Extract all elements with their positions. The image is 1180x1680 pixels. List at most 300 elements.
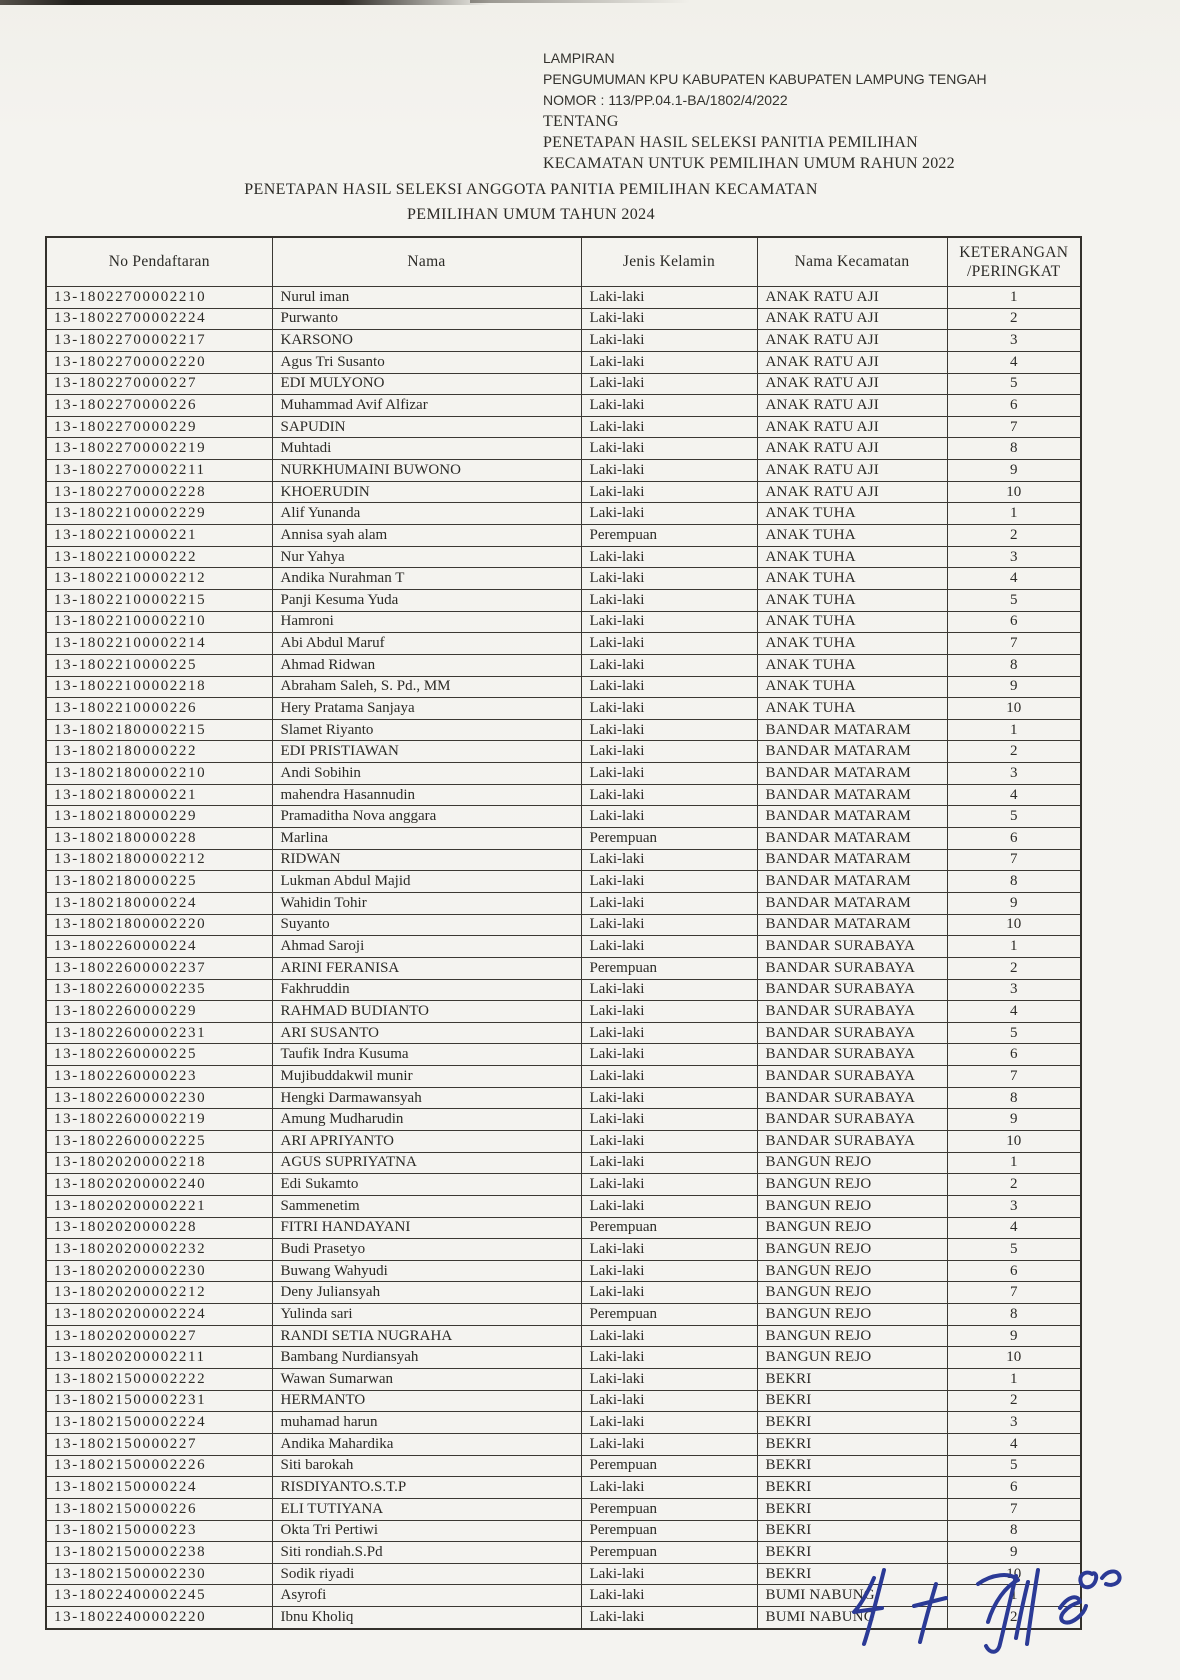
- rank-cell: 9: [947, 1325, 1081, 1347]
- rank-cell: 8: [947, 871, 1081, 893]
- registration-number-cell: 13-1802180000221: [46, 784, 272, 806]
- district-cell: BANDAR SURABAYA: [757, 1130, 947, 1152]
- registration-number-cell: 13-1802270000227: [46, 373, 272, 395]
- gender-cell: Laki-laki: [581, 871, 757, 893]
- table-row: [46, 957, 1081, 979]
- district-cell: BANDAR MATARAM: [757, 828, 947, 850]
- gender-cell: Perempuan: [581, 525, 757, 547]
- table-row: [46, 611, 1081, 633]
- table-row: [46, 741, 1081, 763]
- gender-cell: Laki-laki: [581, 654, 757, 676]
- gender-cell: Laki-laki: [581, 1282, 757, 1304]
- name-cell: AGUS SUPRIYATNA: [272, 1152, 581, 1174]
- name-cell: Buwang Wahyudi: [272, 1260, 581, 1282]
- registration-number-cell: 13-1802260000229: [46, 1001, 272, 1023]
- rank-cell: 6: [947, 1044, 1081, 1066]
- district-cell: BANGUN REJO: [757, 1347, 947, 1369]
- name-cell: Panji Kesuma Yuda: [272, 589, 581, 611]
- name-cell: Okta Tri Pertiwi: [272, 1520, 581, 1542]
- gender-cell: Laki-laki: [581, 1239, 757, 1261]
- name-cell: Abi Abdul Maruf: [272, 633, 581, 655]
- table-row: [46, 914, 1081, 936]
- registration-number-cell: 13-18022600002235: [46, 979, 272, 1001]
- rank-cell: 2: [947, 525, 1081, 547]
- registration-number-cell: 13-18021500002230: [46, 1563, 272, 1585]
- name-cell: Sodik riyadi: [272, 1563, 581, 1585]
- table-row: [46, 1412, 1081, 1434]
- name-cell: ELI TUTIYANA: [272, 1498, 581, 1520]
- name-cell: Sammenetim: [272, 1195, 581, 1217]
- name-cell: EDI MULYONO: [272, 373, 581, 395]
- page-title: [0, 177, 1062, 227]
- registration-number-cell: 13-1802270000229: [46, 416, 272, 438]
- rank-cell: 10: [947, 914, 1081, 936]
- table-row: [46, 806, 1081, 828]
- rank-cell: 1: [947, 1369, 1081, 1391]
- table-row: [46, 676, 1081, 698]
- rank-cell: 10: [947, 1563, 1081, 1585]
- gender-cell: Laki-laki: [581, 546, 757, 568]
- gender-cell: Laki-laki: [581, 1130, 757, 1152]
- registration-number-cell: 13-1802260000223: [46, 1066, 272, 1088]
- registration-number-cell: 13-18022700002210: [46, 287, 272, 309]
- table-row: [46, 828, 1081, 850]
- name-cell: RISDIYANTO.S.T.P: [272, 1477, 581, 1499]
- table-row: [46, 1477, 1081, 1499]
- rank-cell: 7: [947, 849, 1081, 871]
- district-cell: BEKRI: [757, 1542, 947, 1564]
- district-cell: BANGUN REJO: [757, 1325, 947, 1347]
- table-row: [46, 460, 1081, 482]
- gender-cell: Laki-laki: [581, 1347, 757, 1369]
- name-cell: Edi Sukamto: [272, 1174, 581, 1196]
- district-cell: BANDAR MATARAM: [757, 892, 947, 914]
- rank-cell: 4: [947, 1433, 1081, 1455]
- district-cell: ANAK RATU AJI: [757, 351, 947, 373]
- rank-cell: 3: [947, 330, 1081, 352]
- district-cell: BEKRI: [757, 1498, 947, 1520]
- district-cell: BANDAR MATARAM: [757, 719, 947, 741]
- gender-cell: Perempuan: [581, 1455, 757, 1477]
- district-cell: ANAK TUHA: [757, 503, 947, 525]
- registration-number-cell: 13-1802180000225: [46, 871, 272, 893]
- gender-cell: Laki-laki: [581, 568, 757, 590]
- gender-cell: Laki-laki: [581, 633, 757, 655]
- table-row: [46, 1433, 1081, 1455]
- name-cell: RAHMAD BUDIANTO: [272, 1001, 581, 1023]
- registration-number-cell: 13-18022100002229: [46, 503, 272, 525]
- gender-cell: Laki-laki: [581, 1412, 757, 1434]
- registration-number-cell: 13-18022700002217: [46, 330, 272, 352]
- district-cell: BANDAR SURABAYA: [757, 1044, 947, 1066]
- gender-cell: Perempuan: [581, 1304, 757, 1326]
- district-cell: ANAK RATU AJI: [757, 308, 947, 330]
- registration-number-cell: 13-18022100002215: [46, 589, 272, 611]
- page-title-line2: PEMILIHAN UMUM TAHUN 2024: [407, 206, 655, 223]
- district-cell: BEKRI: [757, 1520, 947, 1542]
- name-cell: Ahmad Ridwan: [272, 654, 581, 676]
- rank-cell: 5: [947, 589, 1081, 611]
- gender-cell: Laki-laki: [581, 1585, 757, 1607]
- header-line-tentang: TENTANG: [543, 113, 619, 130]
- name-cell: Pramaditha Nova anggara: [272, 806, 581, 828]
- table-body: [46, 287, 1081, 1629]
- district-cell: BANDAR MATARAM: [757, 741, 947, 763]
- column-header-keterangan-peringkat: [947, 237, 1081, 287]
- registration-number-cell: 13-18021500002222: [46, 1369, 272, 1391]
- district-cell: BANGUN REJO: [757, 1217, 947, 1239]
- registration-number-cell: 13-1802270000226: [46, 395, 272, 417]
- district-cell: BANDAR SURABAYA: [757, 1066, 947, 1088]
- rank-cell: 3: [947, 546, 1081, 568]
- registration-number-cell: 13-18022700002220: [46, 351, 272, 373]
- gender-cell: Laki-laki: [581, 741, 757, 763]
- district-cell: ANAK TUHA: [757, 654, 947, 676]
- table-row: [46, 1260, 1081, 1282]
- gender-cell: Laki-laki: [581, 308, 757, 330]
- registration-number-cell: 13-1802210000222: [46, 546, 272, 568]
- table-row: [46, 1001, 1081, 1023]
- page-title-line1: PENETAPAN HASIL SELEKSI ANGGOTA PANITIA PEMILIHAN KECAMATAN: [244, 181, 818, 198]
- name-cell: NURKHUMAINI BUWONO: [272, 460, 581, 482]
- district-cell: BANGUN REJO: [757, 1260, 947, 1282]
- name-cell: Marlina: [272, 828, 581, 850]
- district-cell: BEKRI: [757, 1563, 947, 1585]
- district-cell: ANAK RATU AJI: [757, 481, 947, 503]
- table-row: [46, 525, 1081, 547]
- district-cell: BANGUN REJO: [757, 1239, 947, 1261]
- district-cell: ANAK TUHA: [757, 676, 947, 698]
- gender-cell: Laki-laki: [581, 1477, 757, 1499]
- registration-number-cell: 13-1802180000228: [46, 828, 272, 850]
- table-row: [46, 1498, 1081, 1520]
- gender-cell: Laki-laki: [581, 979, 757, 1001]
- column-header-peringkat: /PERINGKAT: [967, 263, 1061, 280]
- column-header-no-pendaftaran: No Pendaftaran: [46, 237, 272, 287]
- name-cell: Ibnu Kholiq: [272, 1607, 581, 1629]
- district-cell: BANDAR MATARAM: [757, 784, 947, 806]
- header-line-pengumuman: PENGUMUMAN KPU KABUPATEN KABUPATEN LAMPUNG TENGAH: [543, 71, 987, 87]
- registration-number-cell: 13-18020200002224: [46, 1304, 272, 1326]
- registration-number-cell: 13-18020200002211: [46, 1347, 272, 1369]
- table-row: [46, 1239, 1081, 1261]
- column-header-nama-kecamatan: Nama Kecamatan: [757, 237, 947, 287]
- district-cell: ANAK RATU AJI: [757, 438, 947, 460]
- registration-number-cell: 13-18022700002211: [46, 460, 272, 482]
- gender-cell: Laki-laki: [581, 784, 757, 806]
- district-cell: BANDAR SURABAYA: [757, 936, 947, 958]
- name-cell: Muhammad Avif Alfizar: [272, 395, 581, 417]
- district-cell: BANGUN REJO: [757, 1174, 947, 1196]
- registration-number-cell: 13-1802260000225: [46, 1044, 272, 1066]
- name-cell: EDI PRISTIAWAN: [272, 741, 581, 763]
- rank-cell: 10: [947, 1347, 1081, 1369]
- table-row: [46, 1152, 1081, 1174]
- selection-results-table: [45, 236, 1082, 1630]
- gender-cell: Laki-laki: [581, 1174, 757, 1196]
- district-cell: BANGUN REJO: [757, 1282, 947, 1304]
- scan-artifact-bar: [0, 0, 490, 5]
- rank-cell: 9: [947, 1109, 1081, 1131]
- registration-number-cell: 13-1802020000228: [46, 1217, 272, 1239]
- gender-cell: Laki-laki: [581, 849, 757, 871]
- district-cell: ANAK RATU AJI: [757, 373, 947, 395]
- name-cell: Nur Yahya: [272, 546, 581, 568]
- table-row: [46, 1520, 1081, 1542]
- rank-cell: 1: [947, 503, 1081, 525]
- registration-number-cell: 13-1802210000226: [46, 698, 272, 720]
- name-cell: ARI SUSANTO: [272, 1022, 581, 1044]
- name-cell: Purwanto: [272, 308, 581, 330]
- registration-number-cell: 13-1802180000222: [46, 741, 272, 763]
- gender-cell: Laki-laki: [581, 438, 757, 460]
- table-row: [46, 351, 1081, 373]
- table-row: [46, 395, 1081, 417]
- name-cell: Muhtadi: [272, 438, 581, 460]
- district-cell: BANDAR SURABAYA: [757, 1022, 947, 1044]
- rank-cell: 8: [947, 438, 1081, 460]
- district-cell: BEKRI: [757, 1455, 947, 1477]
- name-cell: Andi Sobihin: [272, 763, 581, 785]
- rank-cell: 5: [947, 1455, 1081, 1477]
- rank-cell: 6: [947, 1477, 1081, 1499]
- registration-number-cell: 13-18022100002218: [46, 676, 272, 698]
- table-row: [46, 1455, 1081, 1477]
- gender-cell: Laki-laki: [581, 503, 757, 525]
- name-cell: Yulinda sari: [272, 1304, 581, 1326]
- name-cell: muhamad harun: [272, 1412, 581, 1434]
- rank-cell: 4: [947, 784, 1081, 806]
- name-cell: mahendra Hasannudin: [272, 784, 581, 806]
- gender-cell: Perempuan: [581, 1498, 757, 1520]
- registration-number-cell: 13-18021800002215: [46, 719, 272, 741]
- district-cell: BANDAR MATARAM: [757, 871, 947, 893]
- registration-number-cell: 13-18021800002210: [46, 763, 272, 785]
- gender-cell: Laki-laki: [581, 719, 757, 741]
- rank-cell: 6: [947, 395, 1081, 417]
- scan-artifact-bar-fade: [470, 0, 690, 3]
- rank-cell: 4: [947, 351, 1081, 373]
- rank-cell: 7: [947, 1498, 1081, 1520]
- registration-number-cell: 13-18022100002210: [46, 611, 272, 633]
- registration-number-cell: 13-18020200002221: [46, 1195, 272, 1217]
- name-cell: Ahmad Saroji: [272, 936, 581, 958]
- handwritten-signature: [840, 1548, 1140, 1673]
- name-cell: Andika Mahardika: [272, 1433, 581, 1455]
- registration-number-cell: 13-1802180000224: [46, 892, 272, 914]
- registration-number-cell: 13-18020200002230: [46, 1260, 272, 1282]
- rank-cell: 3: [947, 1195, 1081, 1217]
- gender-cell: Laki-laki: [581, 676, 757, 698]
- district-cell: ANAK TUHA: [757, 611, 947, 633]
- table-row: [46, 979, 1081, 1001]
- name-cell: Taufik Indra Kusuma: [272, 1044, 581, 1066]
- document-header: [543, 48, 987, 174]
- registration-number-cell: 13-18022600002230: [46, 1087, 272, 1109]
- rank-cell: 1: [947, 1152, 1081, 1174]
- rank-cell: 6: [947, 611, 1081, 633]
- rank-cell: 10: [947, 481, 1081, 503]
- district-cell: BUMI NABUNG: [757, 1585, 947, 1607]
- rank-cell: 6: [947, 1260, 1081, 1282]
- registration-number-cell: 13-18022600002237: [46, 957, 272, 979]
- rank-cell: 4: [947, 1001, 1081, 1023]
- gender-cell: Laki-laki: [581, 416, 757, 438]
- name-cell: Hamroni: [272, 611, 581, 633]
- name-cell: Annisa syah alam: [272, 525, 581, 547]
- table-header-row: [46, 237, 1081, 287]
- column-header-keterangan: KETERANGAN: [959, 244, 1069, 261]
- district-cell: BANDAR MATARAM: [757, 763, 947, 785]
- table-row: [46, 936, 1081, 958]
- name-cell: RANDI SETIA NUGRAHA: [272, 1325, 581, 1347]
- name-cell: FITRI HANDAYANI: [272, 1217, 581, 1239]
- registration-number-cell: 13-18021800002220: [46, 914, 272, 936]
- registration-number-cell: 13-18021500002224: [46, 1412, 272, 1434]
- registration-number-cell: 13-18020200002240: [46, 1174, 272, 1196]
- table-row: [46, 1066, 1081, 1088]
- gender-cell: Laki-laki: [581, 460, 757, 482]
- name-cell: Siti barokah: [272, 1455, 581, 1477]
- rank-cell: 5: [947, 1022, 1081, 1044]
- district-cell: BEKRI: [757, 1477, 947, 1499]
- registration-number-cell: 13-18022700002228: [46, 481, 272, 503]
- table-row: [46, 719, 1081, 741]
- gender-cell: Laki-laki: [581, 1325, 757, 1347]
- table-row: [46, 1087, 1081, 1109]
- rank-cell: 8: [947, 1087, 1081, 1109]
- district-cell: ANAK RATU AJI: [757, 287, 947, 309]
- rank-cell: 10: [947, 698, 1081, 720]
- rank-cell: 2: [947, 741, 1081, 763]
- gender-cell: Laki-laki: [581, 589, 757, 611]
- district-cell: BEKRI: [757, 1390, 947, 1412]
- table-row: [46, 1044, 1081, 1066]
- name-cell: Hengki Darmawansyah: [272, 1087, 581, 1109]
- gender-cell: Laki-laki: [581, 1109, 757, 1131]
- rank-cell: 9: [947, 1542, 1081, 1564]
- registration-number-cell: 13-18022400002245: [46, 1585, 272, 1607]
- registration-number-cell: 13-18022100002212: [46, 568, 272, 590]
- table-row: [46, 698, 1081, 720]
- gender-cell: Perempuan: [581, 957, 757, 979]
- name-cell: Mujibuddakwil munir: [272, 1066, 581, 1088]
- registration-number-cell: 13-18022700002224: [46, 308, 272, 330]
- gender-cell: Laki-laki: [581, 1390, 757, 1412]
- district-cell: BANDAR MATARAM: [757, 849, 947, 871]
- district-cell: BANGUN REJO: [757, 1152, 947, 1174]
- table-row: [46, 892, 1081, 914]
- registration-number-cell: 13-18020200002218: [46, 1152, 272, 1174]
- registration-number-cell: 13-1802150000227: [46, 1433, 272, 1455]
- registration-number-cell: 13-1802260000224: [46, 936, 272, 958]
- rank-cell: 8: [947, 1520, 1081, 1542]
- table-row: [46, 1369, 1081, 1391]
- registration-number-cell: 13-18020200002232: [46, 1239, 272, 1261]
- column-header-jenis-kelamin: Jenis Kelamin: [581, 237, 757, 287]
- gender-cell: Laki-laki: [581, 351, 757, 373]
- table-row: [46, 373, 1081, 395]
- table-row: [46, 568, 1081, 590]
- gender-cell: Laki-laki: [581, 892, 757, 914]
- name-cell: Lukman Abdul Majid: [272, 871, 581, 893]
- rank-cell: 7: [947, 1066, 1081, 1088]
- registration-number-cell: 13-18022100002214: [46, 633, 272, 655]
- gender-cell: Laki-laki: [581, 806, 757, 828]
- gender-cell: Laki-laki: [581, 698, 757, 720]
- gender-cell: Laki-laki: [581, 1044, 757, 1066]
- district-cell: BANDAR SURABAYA: [757, 979, 947, 1001]
- name-cell: Hery Pratama Sanjaya: [272, 698, 581, 720]
- table-row: [46, 1130, 1081, 1152]
- rank-cell: 1: [947, 719, 1081, 741]
- table-row: [46, 763, 1081, 785]
- table-row: [46, 287, 1081, 309]
- name-cell: Deny Juliansyah: [272, 1282, 581, 1304]
- table-row: [46, 1217, 1081, 1239]
- rank-cell: 3: [947, 979, 1081, 1001]
- rank-cell: 10: [947, 1130, 1081, 1152]
- table-row: [46, 308, 1081, 330]
- gender-cell: Laki-laki: [581, 914, 757, 936]
- gender-cell: Perempuan: [581, 1542, 757, 1564]
- rank-cell: 5: [947, 373, 1081, 395]
- name-cell: Fakhruddin: [272, 979, 581, 1001]
- registration-number-cell: 13-18021500002231: [46, 1390, 272, 1412]
- header-line-kecamatan: KECAMATAN UNTUK PEMILIHAN UMUM RAHUN 2022: [543, 155, 955, 172]
- district-cell: ANAK TUHA: [757, 698, 947, 720]
- rank-cell: 5: [947, 1239, 1081, 1261]
- gender-cell: Laki-laki: [581, 1001, 757, 1023]
- name-cell: KARSONO: [272, 330, 581, 352]
- table-row: [46, 1282, 1081, 1304]
- rank-cell: 2: [947, 957, 1081, 979]
- name-cell: RIDWAN: [272, 849, 581, 871]
- table-row: [46, 438, 1081, 460]
- gender-cell: Laki-laki: [581, 373, 757, 395]
- name-cell: SAPUDIN: [272, 416, 581, 438]
- rank-cell: 8: [947, 654, 1081, 676]
- table-row: [46, 849, 1081, 871]
- table-row: [46, 633, 1081, 655]
- table-row: [46, 1304, 1081, 1326]
- district-cell: ANAK RATU AJI: [757, 460, 947, 482]
- district-cell: ANAK RATU AJI: [757, 330, 947, 352]
- table-row: [46, 1174, 1081, 1196]
- district-cell: BEKRI: [757, 1433, 947, 1455]
- gender-cell: Perempuan: [581, 1217, 757, 1239]
- name-cell: Abraham Saleh, S. Pd., MM: [272, 676, 581, 698]
- registration-number-cell: 13-1802210000221: [46, 525, 272, 547]
- name-cell: ARI APRIYANTO: [272, 1130, 581, 1152]
- name-cell: HERMANTO: [272, 1390, 581, 1412]
- district-cell: ANAK RATU AJI: [757, 416, 947, 438]
- rank-cell: 2: [947, 1174, 1081, 1196]
- gender-cell: Laki-laki: [581, 1260, 757, 1282]
- gender-cell: Laki-laki: [581, 395, 757, 417]
- name-cell: Slamet Riyanto: [272, 719, 581, 741]
- rank-cell: 5: [947, 806, 1081, 828]
- gender-cell: Laki-laki: [581, 1433, 757, 1455]
- gender-cell: Laki-laki: [581, 1152, 757, 1174]
- gender-cell: Laki-laki: [581, 1087, 757, 1109]
- gender-cell: Laki-laki: [581, 1022, 757, 1044]
- district-cell: BANDAR SURABAYA: [757, 957, 947, 979]
- header-line-penetapan: PENETAPAN HASIL SELEKSI PANITIA PEMILIHAN: [543, 134, 918, 151]
- rank-cell: 9: [947, 676, 1081, 698]
- district-cell: BANDAR SURABAYA: [757, 1001, 947, 1023]
- rank-cell: 1: [947, 1585, 1081, 1607]
